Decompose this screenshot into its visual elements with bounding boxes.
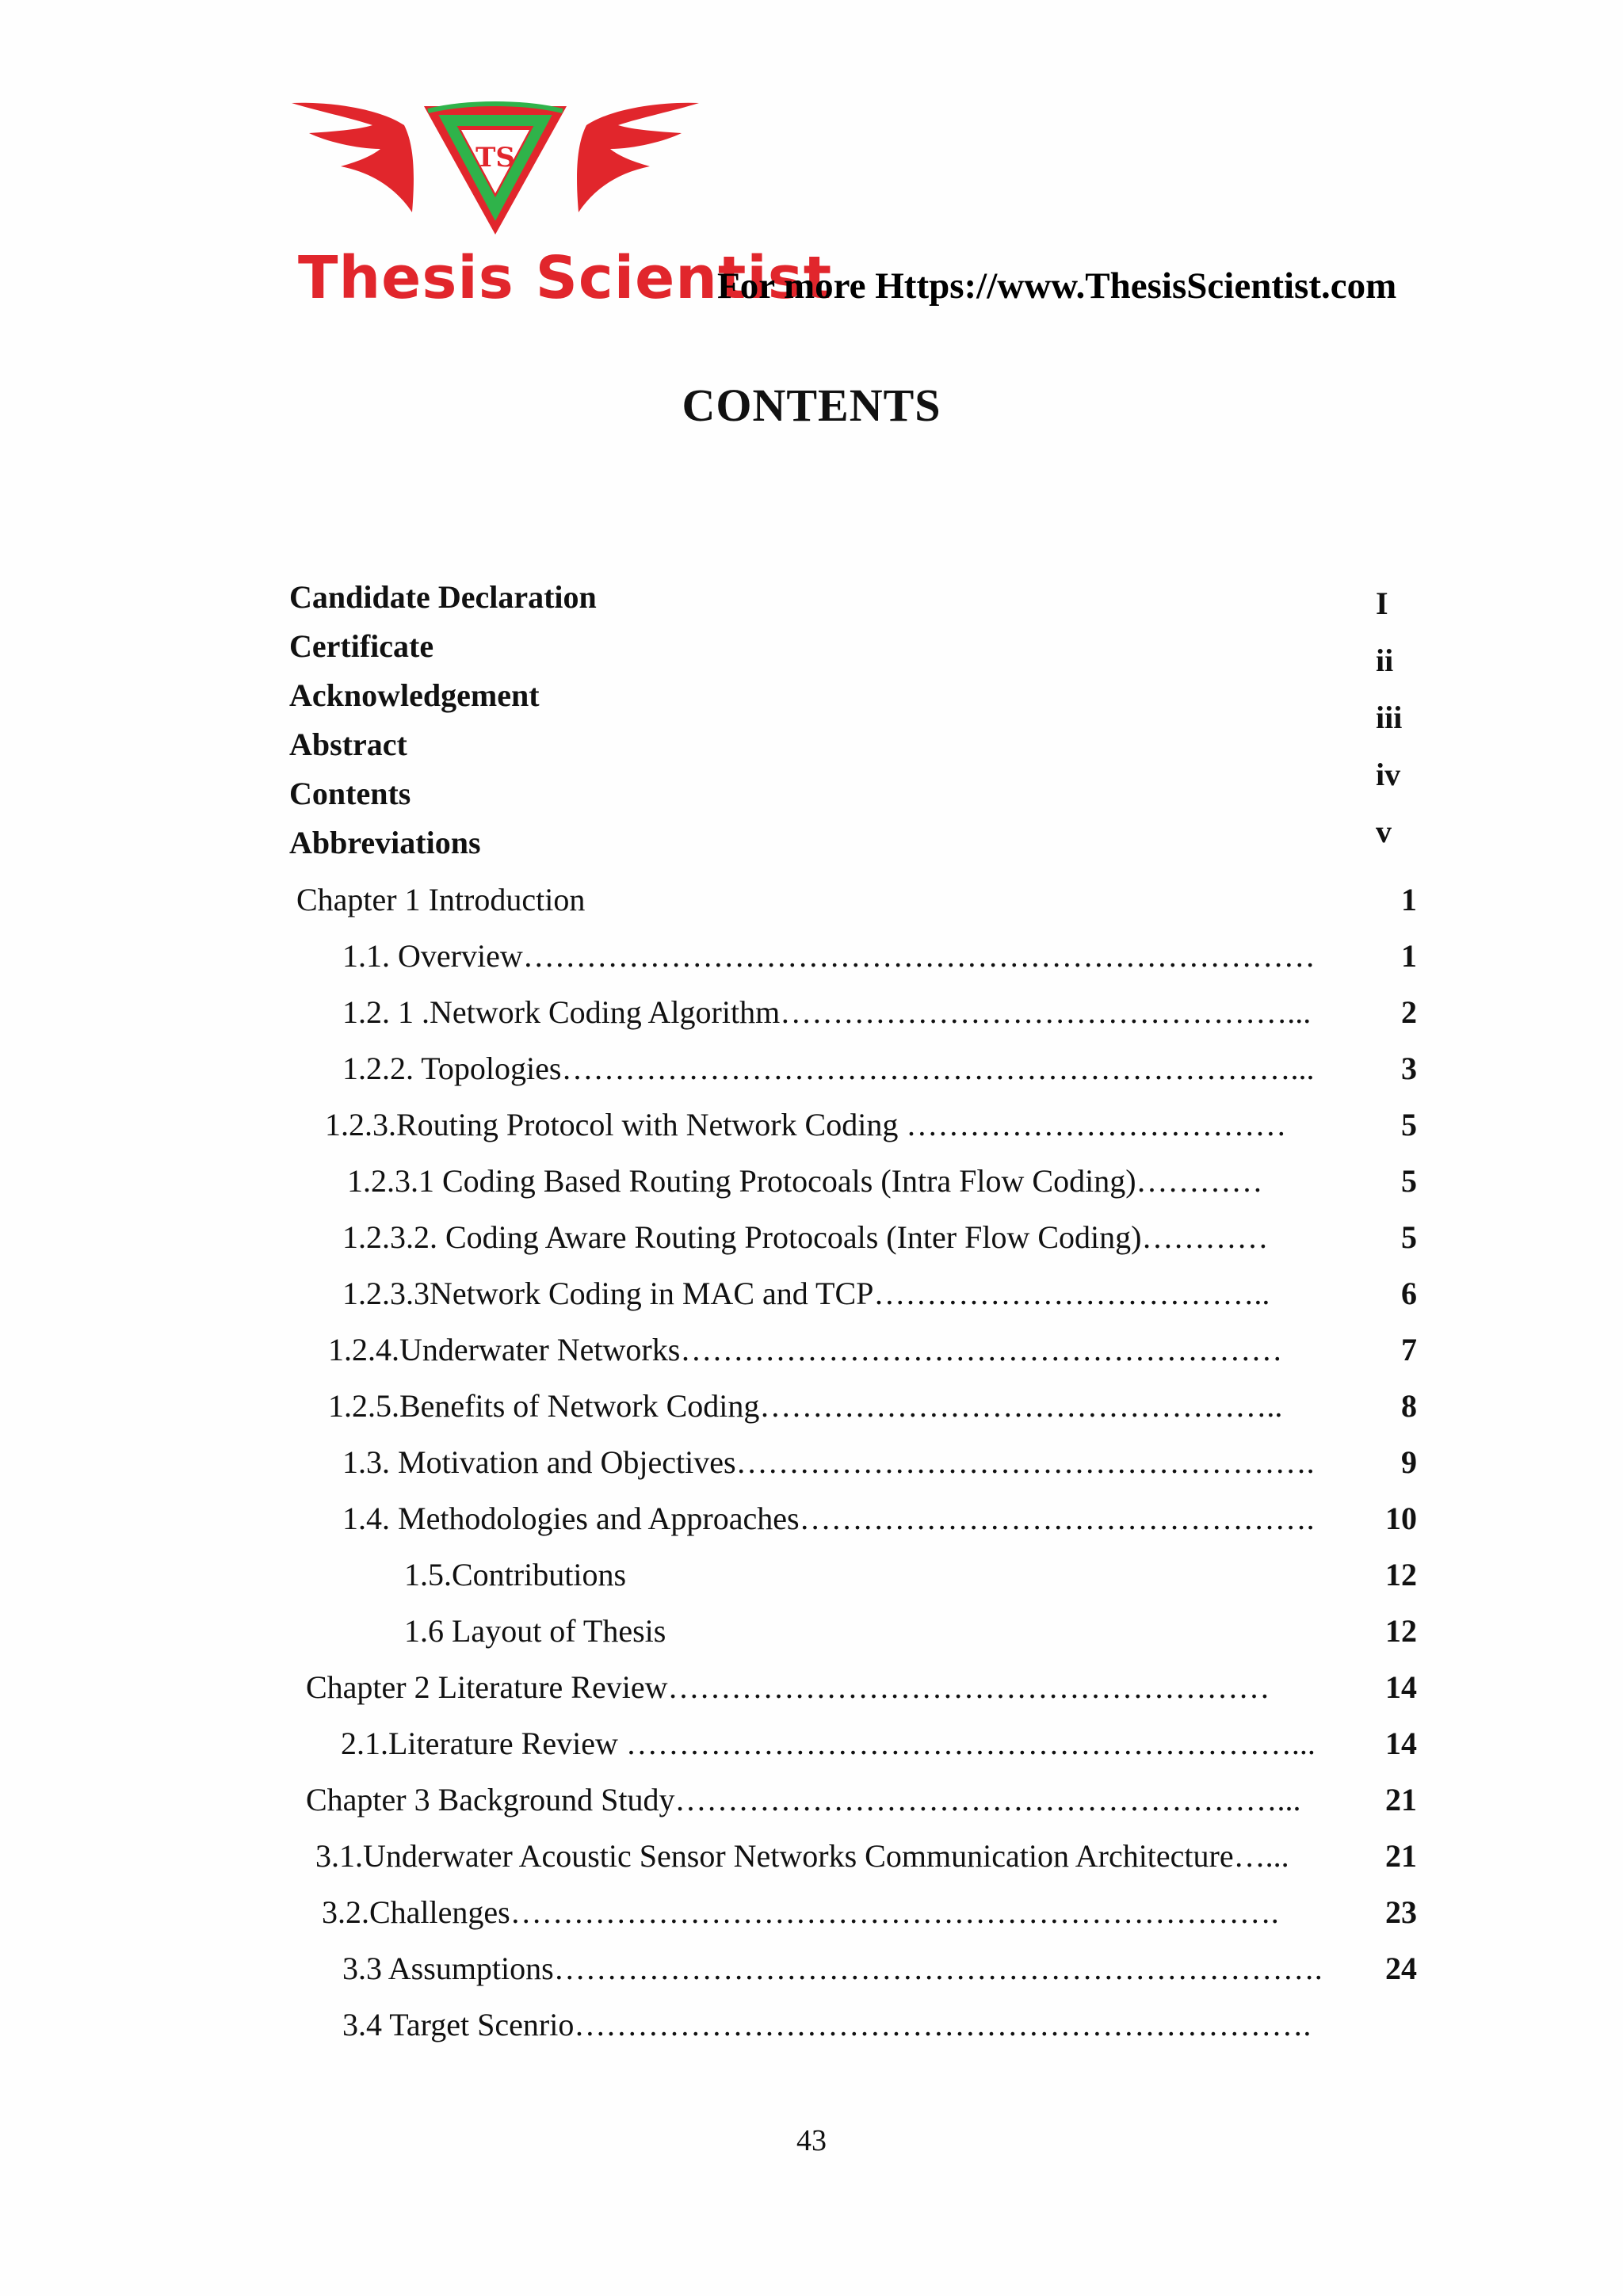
toc-entry: 1.2.3.2. Coding Aware Routing Protocoals (Inter Flow Coding)………… [342,1219,1269,1255]
toc-entry: Chapter 3 Background Study…………………………………………………... [306,1782,1301,1817]
front-matter-label: Abstract [289,727,407,762]
front-matter-label: Abbreviations [289,825,481,860]
page-title: CONTENTS [682,379,941,431]
toc-page-number: 23 [1385,1894,1417,1930]
toc-entry: 1.5.Contributions [404,1557,627,1592]
front-matter-page: iii [1376,700,1403,735]
toc-entry: 1.2. 1 .Network Coding Algorithm…………………………………………... [342,994,1312,1030]
toc-entry: 2.1.Literature Review ………………………………………………………... [341,1726,1316,1761]
toc-page-number: 14 [1385,1726,1417,1761]
page-number: 43 [796,2124,827,2157]
toc-entry: Chapter 2 Literature Review………………………………………………… [306,1669,1270,1705]
website-link[interactable]: For more Https://www.ThesisScientist.com [717,265,1397,307]
toc-page-number: 5 [1401,1163,1417,1199]
thesis-scientist-logo [285,93,833,315]
front-matter-label: Acknowledgement [289,677,540,713]
toc-page-number: 5 [1401,1219,1417,1255]
toc-entry: 1.2.2. Topologies……………………………………………………………... [342,1051,1315,1086]
front-matter-page: ii [1376,643,1394,678]
winged-triangle-logo-icon [285,93,705,260]
toc-entry: 1.2.3.Routing Protocol with Network Coding ……………………………… [325,1107,1287,1142]
toc-page-number: 21 [1385,1838,1417,1874]
logo-wordmark: Thesis Scientist [298,244,833,312]
toc-page-number: 1 [1401,882,1417,917]
toc-entry: 3.4 Target Scenrio……………………………………………………………. [342,2007,1312,2042]
toc-page-number: 3 [1401,1051,1417,1086]
toc-entry: 1.2.3.3Network Coding in MAC and TCP……………………………….. [342,1276,1270,1311]
toc-page-number: 10 [1385,1501,1417,1536]
toc-page-number: 7 [1401,1332,1417,1367]
toc-entry: 1.2.4.Underwater Networks………………………………………………… [328,1332,1283,1367]
toc-page-number: 14 [1385,1669,1417,1705]
toc-entry: 1.2.3.1 Coding Based Routing Protocoals (Intra Flow Coding)………… [347,1163,1263,1199]
toc-page-number: 5 [1401,1107,1417,1142]
toc-entry: 3.1.Underwater Acoustic Sensor Networks Communication Architecture…... [315,1838,1289,1874]
toc-entry: 1.3. Motivation and Objectives………………………………………………. [342,1444,1315,1480]
front-matter-page: iv [1376,757,1401,792]
front-matter-label: Candidate Declaration [289,579,597,615]
front-matter-label: Certificate [289,628,434,664]
toc-page-number: 12 [1385,1557,1417,1592]
toc-page-number: 21 [1385,1782,1417,1817]
toc-entry: 1.6 Layout of Thesis [404,1613,666,1649]
toc-entry: 1.1. Overview………………………………………………………………… [342,938,1316,974]
toc-entry: 3.2.Challenges………………………………………………………………. [322,1894,1279,1930]
toc-page-number: 6 [1401,1276,1417,1311]
toc-page-number: 2 [1401,994,1417,1030]
toc-entry: Chapter 1 Introduction [296,882,586,917]
toc-entry: 1.2.5.Benefits of Network Coding………………………………………….. [328,1388,1283,1424]
toc-page-number: 9 [1401,1444,1417,1480]
toc-entry: 1.4. Methodologies and Approaches…………………………………………. [342,1501,1315,1536]
front-matter-page: v [1376,814,1392,849]
toc-entry: 3.3 Assumptions………………………………………………………………. [342,1951,1323,1986]
toc-page-number: 12 [1385,1613,1417,1649]
front-matter-label: Contents [289,776,411,811]
toc-page-number: 24 [1385,1951,1417,1986]
toc-page-number: 1 [1401,938,1417,974]
toc-page-number: 8 [1401,1388,1417,1424]
logo-badge-text: TS [475,142,515,174]
front-matter-page: I [1376,585,1388,621]
